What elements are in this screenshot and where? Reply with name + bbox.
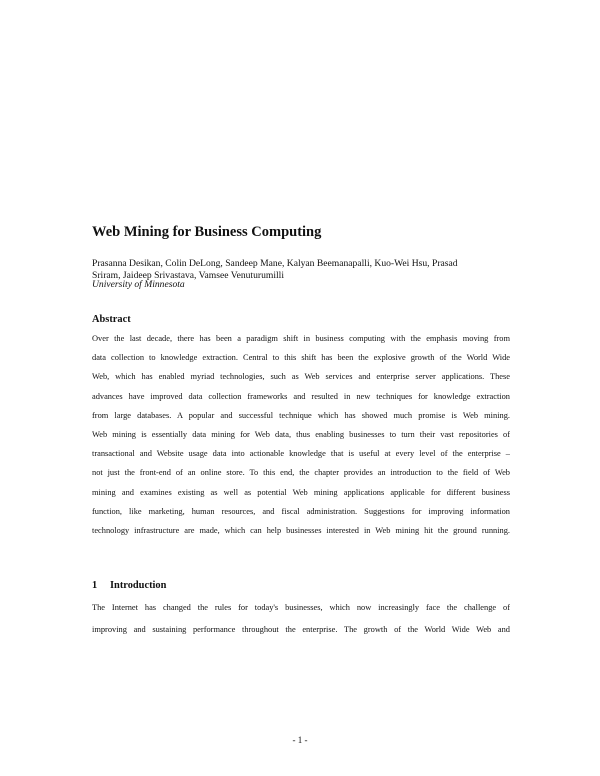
page-number: - 1 - (292, 735, 308, 745)
author-list (92, 258, 512, 281)
introduction-body (92, 603, 510, 646)
section-number: 1 (92, 580, 98, 591)
abstract-line: transactional and Website usage data into actionable knowledge that is useful at every level of the enterprise – (92, 449, 510, 459)
abstract-line: data collection to knowledge extraction. Central to this shift has been the explosive growth of the World Wide (92, 353, 510, 363)
abstract-heading: Abstract (92, 314, 131, 325)
paper-title: Web Mining for Business Computing (92, 224, 322, 240)
abstract-line: Over the last decade, there has been a paradigm shift in business computing with the emphasis moving from (92, 334, 510, 343)
intro-line: The Internet has changed the rules for today's businesses, which now increasingly face the challenge of (92, 603, 510, 612)
abstract-line: Web, which has enabled myriad technologies, such as Web services and enterprise server applications. These (92, 372, 510, 382)
abstract-line: technology infrastructure are made, which can help businesses interested in Web mining hit the ground running. (92, 525, 510, 535)
abstract-line: not just the front-end of an online store. To this end, the chapter provides an introduction to the field of Web (92, 468, 510, 478)
abstract-line: Web mining is essentially data mining for Web data, thus enabling businesses to turn their vast repositories of (92, 429, 510, 439)
affiliation: University of Minnesota (92, 279, 185, 290)
abstract-line: mining and examines existing as well as potential Web mining applications applicable for different business (92, 487, 510, 497)
abstract-line: advances have improved data collection frameworks and resulted in new techniques for knowledge extraction (92, 391, 510, 401)
author-line-2: Sriram, Jaideep Srivastava, Vamsee Venuturumilli (92, 269, 285, 281)
section-heading-introduction (92, 580, 166, 591)
intro-line: improving and sustaining performance throughout the enterprise. The growth of the World Wide Web and (92, 624, 510, 634)
author-line-1: Prasanna Desikan, Colin DeLong, Sandeep Mane, Kalyan Beemanapalli, Kuo-Wei Hsu, Prasad (92, 258, 458, 269)
abstract-body (92, 334, 510, 545)
abstract-line: function, like marketing, human resources, and fiscal administration. Suggestions for improving information (92, 506, 510, 516)
abstract-line: from large databases. A popular and successful technique which has showed much promise is Web mining. (92, 410, 510, 420)
section-title: Introduction (110, 580, 167, 591)
